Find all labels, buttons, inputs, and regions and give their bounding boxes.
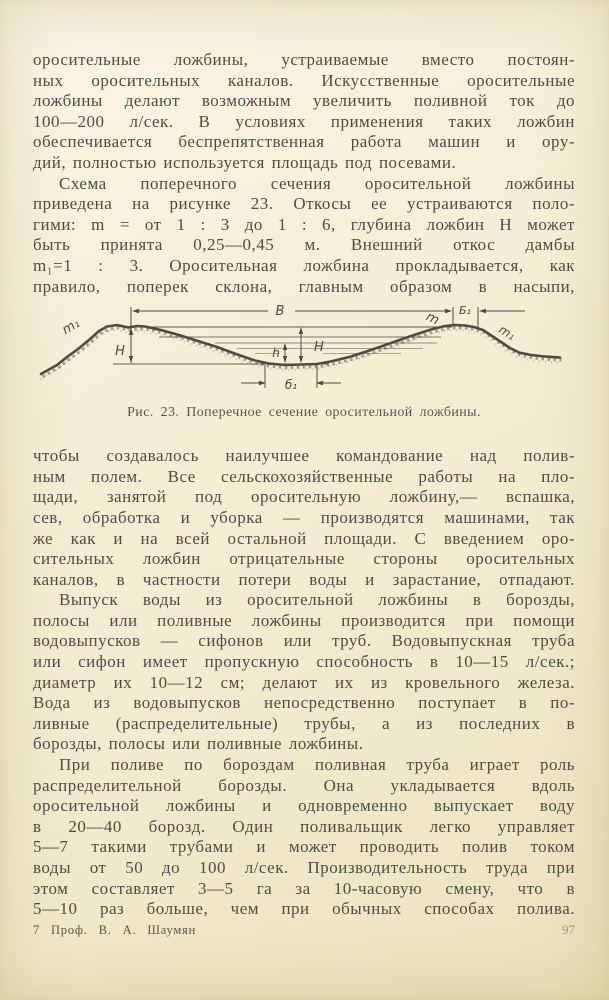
print-signature: 7 Проф. В. А. Шаумян	[33, 922, 197, 937]
text-line: быть принята 0,25—0,45 м. Внешний откос дамбы	[33, 235, 575, 255]
text-line: обеспечивается беспрепятственная работа машин и ору-	[33, 132, 575, 152]
text-line: борозды, полосы или поливные ложбины.	[33, 734, 364, 754]
label-total-width: В	[275, 304, 285, 320]
text-line: полосы или поливные ложбины производится при помощи	[33, 610, 575, 630]
text-line: ных оросительных каналов. Искусственные оросительные	[33, 70, 575, 90]
label-depth-center: H	[314, 340, 324, 356]
text-line: 5—10 раз больше, чем при обычных способах полива.	[33, 899, 575, 919]
text-line: 5—7 такими трубами и может проводить полив током	[33, 837, 575, 857]
dimension-depth-center	[299, 327, 303, 363]
text-line: оросительные ложбины, устраиваемые вместо постоян-	[33, 50, 575, 69]
label-depth-left: H	[115, 344, 125, 360]
text-line: каналов, в частности потери воды и зарастание, отпадают.	[33, 569, 575, 589]
label-bottom-width: б₁	[284, 378, 298, 393]
text-line: ным полем. Все сельскохозяйственные работы на пло-	[33, 466, 575, 486]
text-line: чтобы создавалось наилучшее командование над полив-	[33, 446, 575, 466]
text-line: щади, занятой под оросительную ложбину,— вспашка,	[33, 487, 575, 507]
text-line: в 20—40 борозд. Один поливальщик легко управляет	[33, 816, 575, 836]
paragraph-5	[33, 755, 575, 920]
text-line: этом составляет 3—5 га за 10-часовую смену, что в	[33, 878, 575, 898]
text-line: воды от 50 до 100 л/сек. Производительность труда при	[33, 858, 575, 877]
dimension-water-depth	[283, 343, 287, 363]
text-line: ливные (распределительные) трубы, а из последних в	[33, 713, 575, 733]
text-line: дий, полностью используется площадь под посевами.	[33, 152, 457, 172]
page-footer	[33, 922, 575, 938]
text-line: оросительной ложбины и одновременно выпускает воду	[33, 796, 575, 816]
figure-cross-section	[33, 299, 575, 422]
text-line: m₁=1 : 3. Оросительная ложбина прокладывается, как	[33, 255, 575, 275]
text-line: ложбины делают возможным увеличить поливной ток до	[33, 91, 575, 111]
text-line: правило, поперек склона, главным образом в насыпи,	[33, 276, 575, 296]
text-line: диаметр их 10—12 см; делают их из кровельного железа.	[33, 672, 575, 692]
text-line: Схема поперечного сечения оросительной ложбины	[59, 173, 575, 193]
text-line: приведена на рисунке 23. Откосы ее устраиваются поло-	[33, 194, 575, 214]
text-line: сев, обработка и уборка — производятся машинами, так	[33, 507, 575, 527]
paragraph-3	[33, 446, 575, 590]
label-slope-outer-right: m₁	[496, 322, 518, 343]
text-line: При поливе по бороздам поливная труба играет роль	[59, 755, 575, 775]
figure-caption: Рис. 23. Поперечное сечение оросительной ложбины.	[127, 405, 481, 421]
text-line: Выпуск воды из оросительной ложбины в борозды,	[59, 590, 575, 610]
label-crest-width: Б₁	[459, 304, 471, 318]
label-slope-inner-right: m	[423, 309, 442, 329]
text-line: Вода из водовыпусков непосредственно поступает в по-	[33, 693, 575, 713]
water-lines	[113, 327, 452, 364]
text-line: гими: m = от 1 : 3 до 1 : 6, глубина ложбин H может	[33, 214, 575, 234]
page-number: 97	[562, 921, 575, 937]
cross-section-drawing	[33, 299, 573, 399]
text-line: сительных ложбин отрицательные стороны оросительных	[33, 549, 575, 569]
text-line: распределительной борозды. Она укладывается вдоль	[33, 775, 575, 795]
label-water-depth: h	[272, 346, 280, 361]
text-line: водовыпусков — сифонов или труб. Водовыпускная труба	[33, 631, 575, 651]
text-line: 100—200 л/сек. В условиях применения таких ложбин	[33, 111, 575, 131]
paragraph-2	[33, 174, 575, 298]
paragraph-1	[33, 50, 575, 174]
text-line: же как и на всей остальной площади. С введением оро-	[33, 528, 575, 548]
paragraph-4	[33, 590, 575, 755]
text-line: или сифон имеет пропускную способность в 10—15 л/сек.;	[33, 652, 575, 672]
label-slope-outer-left: m₁	[59, 316, 83, 339]
